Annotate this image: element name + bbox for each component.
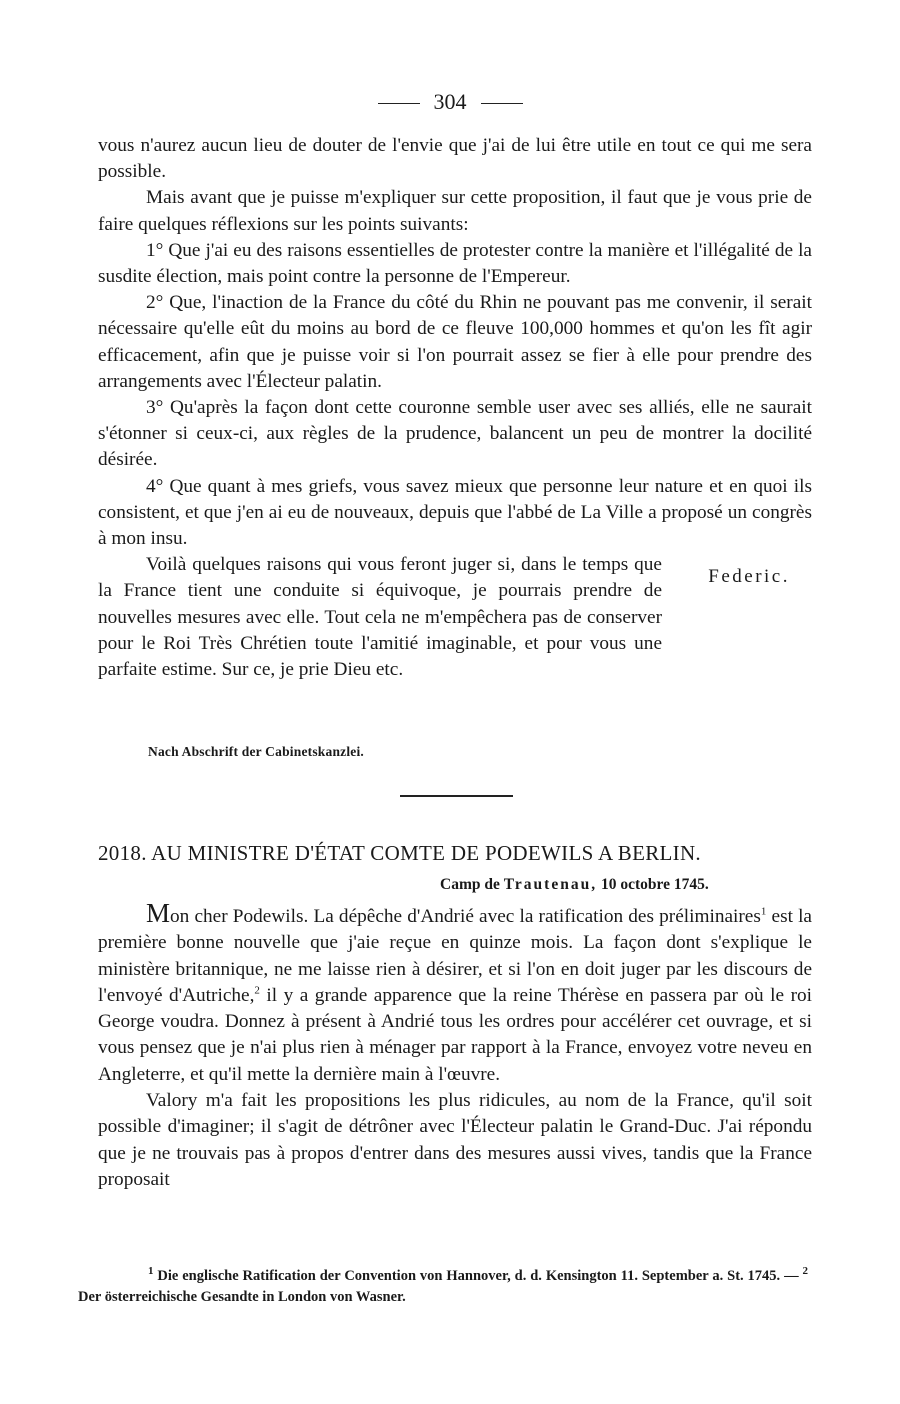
point-2: 2° Que, l'inaction de la France du côté du Rhin ne pouvant pas me convenir, il serait nécessaire qu'elle eût du moins au bord de ce fleuve 100,000 hommes et qu'on les fît agir efficacement, afin que je puisse voir si l'on pourrait assez se fier à elle pour prendre des arrangements avec l'Électeur palatin.: [98, 292, 812, 392]
letter-heading: 2018. AU MINISTRE D'ÉTAT COMTE DE PODEWILS A BERLIN.: [98, 841, 701, 865]
page-header: [0, 88, 900, 116]
paragraph-1: [98, 900, 812, 1088]
date-rest: 10 octobre 1745.: [600, 876, 709, 893]
header-dash-right: [481, 103, 523, 104]
paragraph-1-part-b: est la première bonne nouvelle que j'aie reçue en quinze mois. La façon dont s'explique le ministère britannique, ne me laisse rien à désirer, et si l'on en doit juger par les discours de l'envoyé d'Autriche,: [98, 906, 812, 1006]
date-prefix: Camp de: [440, 876, 500, 893]
salutation: [146, 898, 309, 928]
signature: Federic.: [708, 566, 790, 588]
letter-2018-body: [98, 900, 812, 1193]
footnote-1: Die englische Ratification der Convention von Hannover, d. d. Kensington 11. September a. St. 1745. —: [157, 1268, 799, 1284]
date-place: Trautenau,: [503, 876, 598, 893]
footnote-mark-2: 2: [802, 1265, 808, 1278]
footnotes-text: [78, 1266, 808, 1308]
footnotes: [78, 1266, 808, 1308]
dateline: [440, 876, 709, 894]
paragraph-2: Valory m'a fait les propositions les plus ridicules, au nom de la France, qu'il soit possible d'imaginer; il s'agit de détrôner avec l'Électeur palatin le Grand-Duc. J'ai répondu que je ne trouvais pas à propos d'entrer dans des mesures aussi vives, tandis que la France proposait: [98, 1090, 812, 1190]
paragraph-opening: vous n'aurez aucun lieu de douter de l'envie que j'ai de lui être utile en tout ce qui me sera possible.: [98, 135, 812, 183]
point-3: 3° Qu'après la façon dont cette couronne semble user avec ses alliés, elle ne saurait s'étonner si ceux-ci, aux règles de la prudence, balancent un peu de montrer la docilité désirée.: [98, 397, 812, 471]
paragraph-closing: Voilà quelques raisons qui vous feront juger si, dans le temps que la France tient une conduite si équivoque, je pourrais prendre de nouvelles mesures avec elle. Tout cela ne m'empêchera pas de conserver pour le Roi Très Chrétien toute l'amitié imaginable, et pour vous une parfaite estime. Sur ce, je prie Dieu etc.: [98, 554, 662, 681]
paragraph-1-part-c: il y a grande apparence que la reine Thérèse en passera par où le roi George voudra. Donnez à présent à Andrié tous les ordres pour accélérer cet ouvrage, et si vous pensez que je n'ai plus rien à ménager par rapport à la France, envoyez votre neveu en Angleterre, et qu'il mette la dernière main à l'œuvre.: [98, 984, 812, 1085]
page-number: 304: [433, 89, 467, 114]
salutation-initial: M: [146, 898, 171, 928]
footnote-mark-1: 1: [148, 1265, 154, 1278]
point-4: 4° Que quant à mes griefs, vous savez mieux que personne leur nature et en quoi ils consistent, et que j'en ai eu de nouveaux, depuis que l'abbé de La Ville a proposé un congrès à mon insu.: [98, 475, 812, 550]
header-dash-left: [378, 103, 420, 104]
point-1: 1° Que j'ai eu des raisons essentielles de protester contre la manière et l'illégalité de la susdite élection, mais point contre la personne de l'Empereur.: [98, 239, 812, 288]
letter-continuation: [98, 133, 812, 683]
closing-block: [98, 552, 812, 683]
footnote-2: Der österreichische Gesandte in London von Wasner.: [78, 1289, 406, 1305]
source-note: Nach Abschrift der Cabinetskanzlei.: [148, 744, 365, 759]
paragraph-1-part-a: La dépêche d'Andrié avec la ratification des préliminaires: [313, 906, 761, 927]
footnote-ref-1: 1: [760, 905, 767, 918]
paragraph-proposition: Mais avant que je puisse m'expliquer sur cette proposition, il faut que je vous prie de faire quelques réflexions sur les points suivants:: [98, 187, 812, 235]
footnote-ref-2: 2: [254, 984, 260, 997]
section-divider: [400, 795, 513, 797]
salutation-rest: on cher Podewils.: [170, 906, 309, 927]
